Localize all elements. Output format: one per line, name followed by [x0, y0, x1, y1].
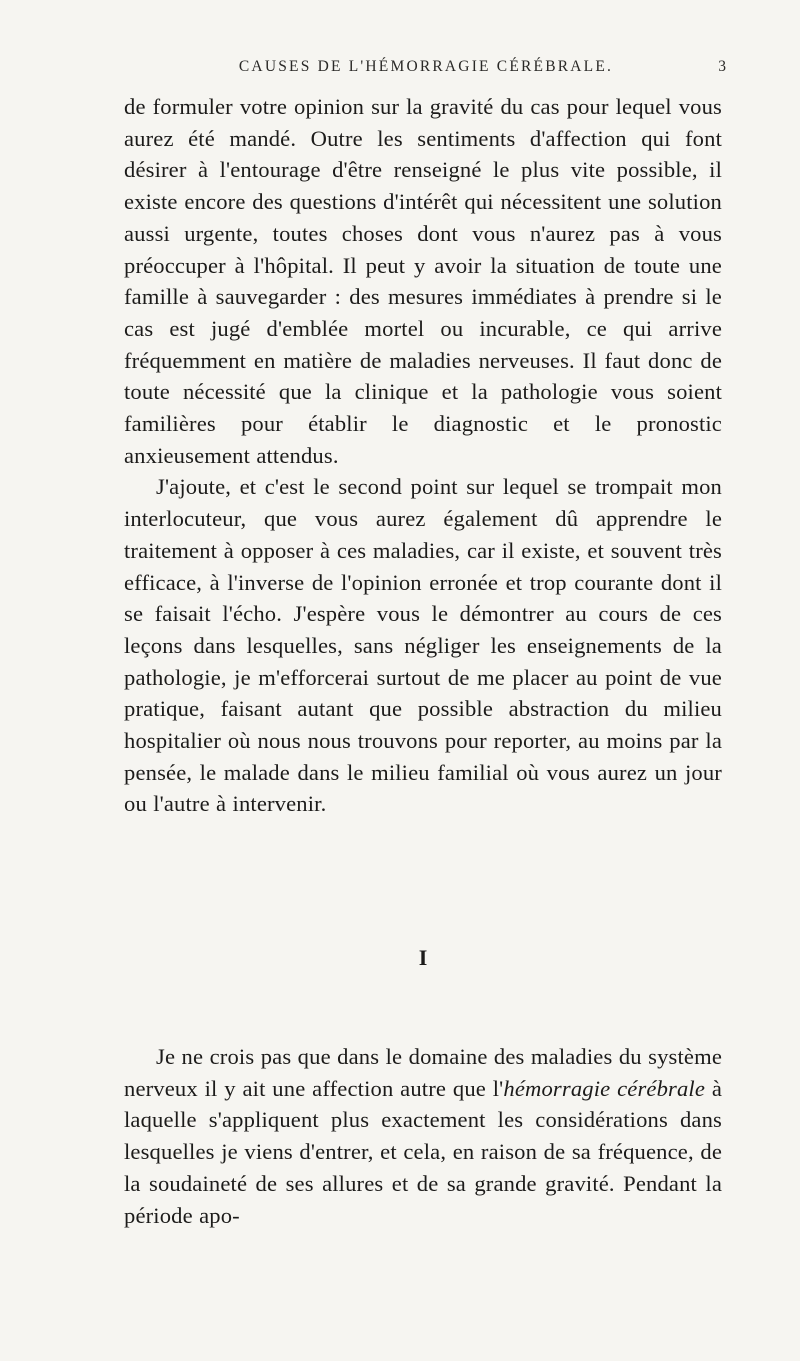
paragraph-opinion: de formuler votre opinion sur la gravité du cas pour lequel vous aurez été mandé. Outre les sentiments d'affection qui font désirer à l'entourage d'être renseigné le plus vite possible, il existe encore des questions d'intérêt qui nécessitent une solution aussi urgente, toutes choses dont vous n'aurez pas à vous préoccuper à l'hôpital. Il peut y avoir la situation de toute une famille à sauvegarder : des mesures immédiates à prendre si le cas est jugé d'emblée mortel ou incurable, ce qui arrive fréquemment en matière de maladies nerveuses. Il faut donc de toute nécessité que la clinique et la pathologie vous soient familières pour établir le diagnostic et le pronostic anxieusement attendus.: [124, 94, 722, 468]
page-number: 3: [718, 58, 726, 75]
body-text: [124, 91, 722, 820]
paragraph-hemorrhage-emphasis: hémorragie cérébrale: [503, 1075, 706, 1101]
paragraph-hemorrhage: [124, 1041, 722, 1231]
paragraph-treatment: J'ajoute, et c'est le second point sur lequel se trompait mon interlocuteur, que vous aurez également dû apprendre le traitement à opposer à ces maladies, car il existe, et souvent très efficace, à l'inverse de l'opinion erronée et trop courante dont il se faisait l'écho. J'espère vous le démontrer au cours de ces leçons dans lesquelles, sans négliger les enseignements de la pathologie, je m'efforcerai surtout de me placer au point de vue pratique, faisant autant que possible abstraction du milieu hospitalier où nous nous trouvons pour reporter, au moins par la pensée, le malade dans le milieu familial où vous aurez un jour ou l'autre à intervenir.: [124, 474, 722, 817]
section-body-text: [124, 1041, 722, 1231]
running-head: [126, 58, 726, 86]
running-title: CAUSES DE L'HÉMORRAGIE CÉRÉBRALE.: [238, 58, 614, 75]
paragraph-hemorrhage-after: à laquelle s'appliquent plus exactement les considérations dans lesquelles je viens d'entrer, et cela, en raison de sa fréquence, de la soudaineté de ses allures et de sa grande gravité. Pendant la période apo-: [124, 1075, 722, 1228]
paragraph-hemorrhage-before: Je ne crois pas que dans le domaine des maladies du système nerveux il y ait une affection autre que l': [124, 1044, 722, 1101]
section-numeral: I: [418, 945, 428, 970]
